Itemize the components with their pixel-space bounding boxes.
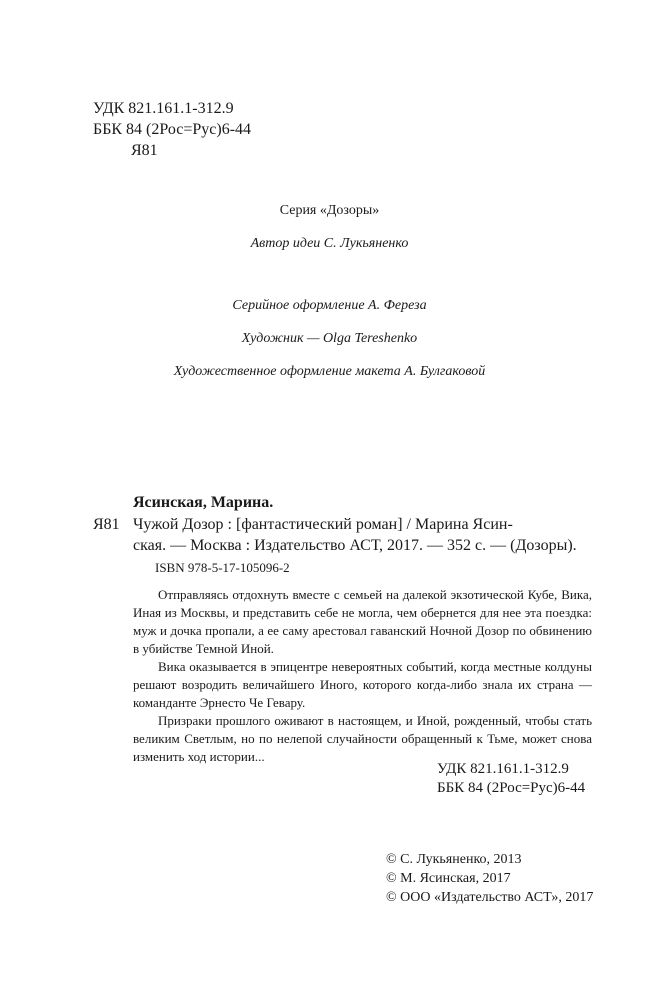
bbk-code: ББК 84 (2Рос=Рус)6-44 bbox=[93, 121, 252, 138]
annotation bbox=[133, 586, 592, 766]
bib-author-sign: Я81 bbox=[93, 516, 120, 533]
copyright-line: © ООО «Издательство АСТ», 2017 bbox=[386, 890, 594, 905]
top-classification-block bbox=[93, 98, 251, 161]
udk-code: УДК 821.161.1-312.9 bbox=[437, 761, 569, 777]
isbn: ISBN 978-5-17-105096-2 bbox=[155, 560, 290, 575]
copyright-line: © С. Лукьяненко, 2013 bbox=[386, 852, 522, 867]
artist-credit: Художник — Olga Tereshenko bbox=[241, 331, 418, 346]
copyright-block bbox=[386, 850, 593, 907]
annotation-paragraph: Вика оказывается в эпицентре невероятных событий, когда местные колдуны решают возродить величайшего Иного, которого когда-либо знала их страна — команданте Эрнесто Че Гевару. bbox=[133, 659, 592, 710]
annotation-paragraph: Отправляясь отдохнуть вместе с семьей на далекой экзотической Кубе, Вика, Иная из Москвы, и представить себе не могла, чем обернется для нее эта поездка: муж и дочка пропали, а ее саму арестовал гаванский Ночной Дозор по обвинению в убийстве Темной Иной. bbox=[133, 587, 592, 656]
bib-description-line-1: Чужой Дозор : [фантастический роман] / Марина Ясин- bbox=[133, 516, 513, 533]
series-title: Серия «Дозоры» bbox=[279, 203, 380, 218]
udk-code: УДК 821.161.1-312.9 bbox=[93, 100, 234, 117]
author-sign: Я81 bbox=[131, 142, 158, 159]
idea-author: Автор идеи С. Лукьяненко bbox=[250, 236, 409, 251]
bbk-code: ББК 84 (2Рос=Рус)6-44 bbox=[437, 780, 586, 796]
serial-design-credit: Серийное оформление А. Фереза bbox=[232, 298, 427, 313]
bottom-classification-block bbox=[437, 760, 585, 798]
annotation-paragraph: Призраки прошлого оживают в настоящем, и Иной, рожденный, чтобы стать великим Светлым, но по нелепой случайности обращенный к Тьме, может снова изменить ход истории... bbox=[133, 713, 592, 764]
layout-design-credit: Художественное оформление макета А. Булгаковой bbox=[173, 364, 486, 379]
bib-description-line-2: ская. — Москва : Издательство АСТ, 2017. — 352 с. — (Дозоры). bbox=[133, 537, 577, 554]
bib-author-name: Ясинская, Марина. bbox=[133, 494, 274, 511]
copyright-line: © М. Ясинская, 2017 bbox=[386, 871, 511, 886]
